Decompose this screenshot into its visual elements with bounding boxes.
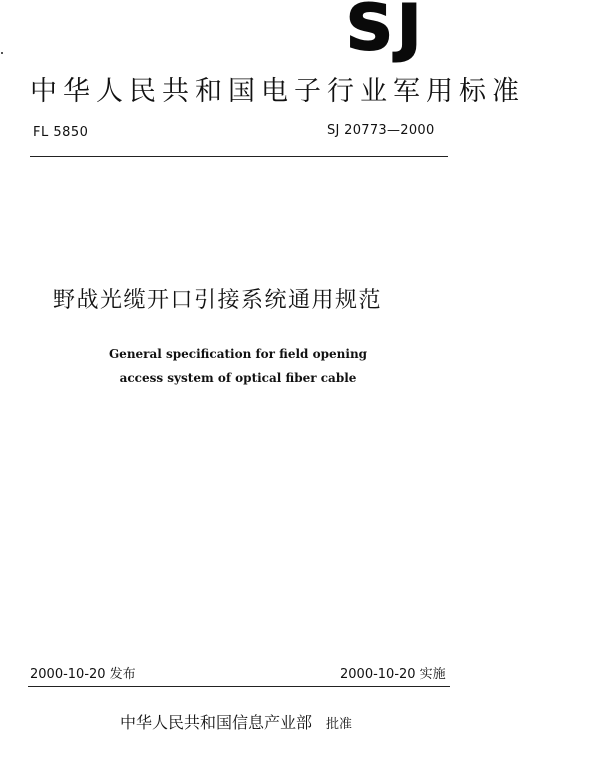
approving-authority	[120, 710, 352, 733]
issue-date: 2000-10-20 发布	[30, 667, 136, 682]
classification-code: FL 5850	[33, 125, 89, 140]
approver-suffix: 批准	[326, 717, 353, 732]
standard-number: SJ 20773—2000	[327, 123, 435, 138]
org-title: 中华人民共和国电子行业军用标准	[30, 76, 525, 107]
approver-name: 中华人民共和国信息产业部	[120, 713, 313, 732]
document-title-english	[108, 342, 368, 390]
implementation-date: 2000-10-20 实施	[340, 667, 446, 682]
english-title-line-1: General specification for field opening	[108, 347, 368, 361]
top-divider	[30, 156, 448, 157]
scan-speck	[1, 52, 3, 54]
sj-logo: SJ	[346, 0, 426, 64]
english-title-line-2: access system of optical fiber cable	[119, 371, 357, 385]
bottom-divider	[28, 686, 450, 687]
document-title-chinese: 野战光缆开口引接系统通用规范	[53, 288, 383, 313]
